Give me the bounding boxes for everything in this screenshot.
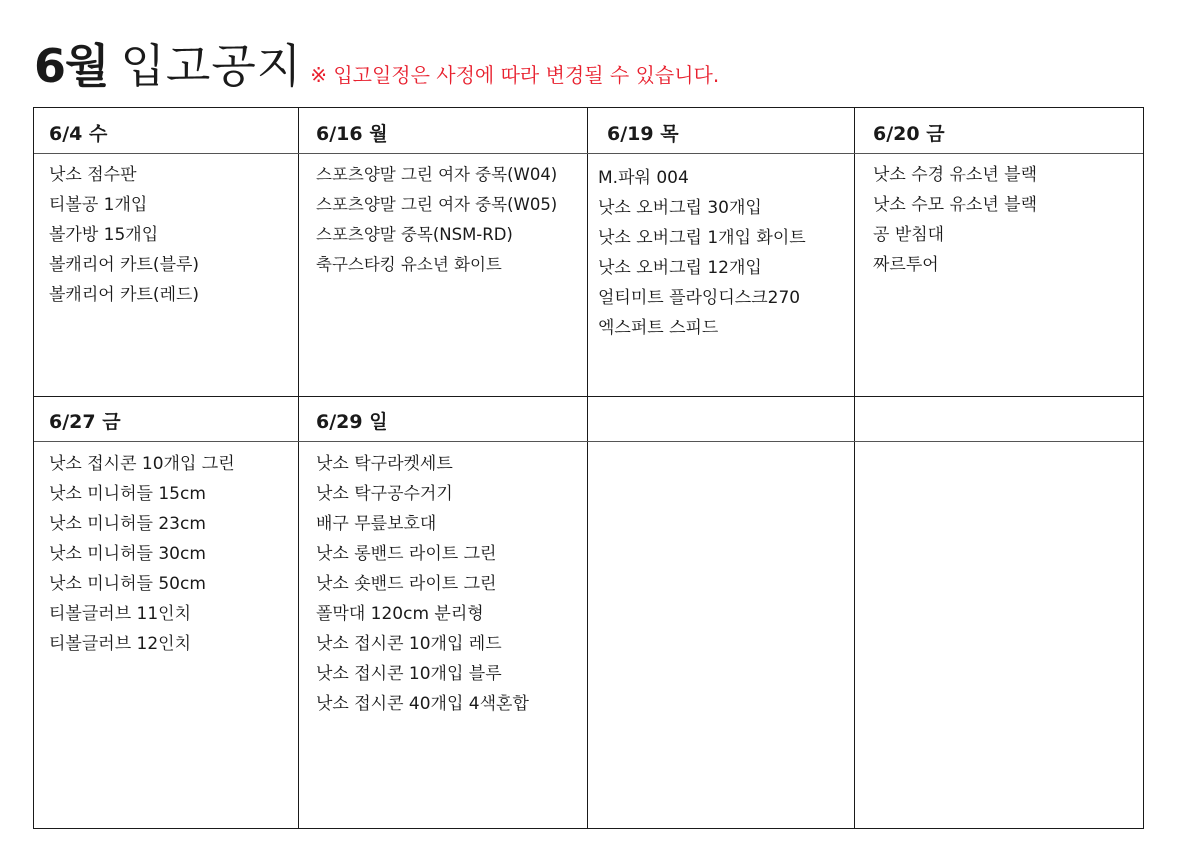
list-item: 낫소 수경 유소년 블랙 <box>873 165 1038 185</box>
column-divider <box>587 108 588 828</box>
list-item: 낫소 탁구라켓세트 <box>316 454 453 474</box>
date-header: 6/29 일 <box>316 411 388 433</box>
item-list <box>316 160 557 280</box>
date-header: 6/4 수 <box>49 123 108 145</box>
column-divider <box>854 108 855 828</box>
list-item: 낫소 접시콘 40개입 4색혼합 <box>316 694 529 714</box>
list-item: 낫소 미니허들 15cm <box>49 484 206 504</box>
list-item: 폴막대 120cm 분리형 <box>316 604 484 624</box>
list-item: 낫소 오버그립 12개입 <box>598 258 762 278</box>
list-item: 낫소 접시콘 10개입 블루 <box>316 664 502 684</box>
page-title: 입고공지 <box>120 39 303 93</box>
list-item: 낫소 접시콘 10개입 레드 <box>316 634 502 654</box>
list-item: 낫소 롱밴드 라이트 그린 <box>316 544 497 564</box>
schedule-notice: ※ 입고일정은 사정에 따라 변경될 수 있습니다. <box>310 63 720 87</box>
list-item: 낫소 수모 유소년 블랙 <box>873 195 1038 215</box>
list-item: 볼가방 15개입 <box>49 225 159 245</box>
list-item: 축구스타킹 유소년 화이트 <box>316 255 502 274</box>
column-divider <box>298 108 299 828</box>
item-list <box>598 163 806 343</box>
row-divider <box>34 396 1143 397</box>
list-item: 스포츠양말 그린 여자 중목(W05) <box>316 195 558 214</box>
list-item: 엑스퍼트 스피드 <box>598 318 719 338</box>
list-item: 공 받침대 <box>873 225 945 245</box>
list-item: 낫소 숏밴드 라이트 그린 <box>316 574 497 594</box>
date-header: 6/20 금 <box>873 123 945 145</box>
list-item: 짜르투어 <box>873 255 939 275</box>
date-header: 6/16 월 <box>316 123 388 145</box>
item-list <box>49 160 199 310</box>
title-month: 6월 <box>34 39 109 93</box>
list-item: 배구 무릎보호대 <box>316 514 437 534</box>
list-item: 낫소 점수판 <box>49 165 137 185</box>
header-divider <box>34 441 1143 442</box>
list-item: 낫소 오버그립 1개입 화이트 <box>598 228 806 248</box>
item-list <box>49 449 235 659</box>
list-item: 스포츠양말 그린 여자 중목(W04) <box>316 165 558 184</box>
item-list <box>316 449 529 719</box>
list-item: 낫소 오버그립 30개입 <box>598 198 762 218</box>
list-item: 티볼공 1개입 <box>49 195 148 215</box>
list-item: 낫소 미니허들 30cm <box>49 544 206 564</box>
list-item: 티볼글러브 11인치 <box>49 604 191 624</box>
list-item: 스포츠양말 중목(NSM-RD) <box>316 225 513 244</box>
schedule-table <box>33 107 1144 829</box>
list-item: 티볼글러브 12인치 <box>49 634 191 654</box>
list-item: 낫소 접시콘 10개입 그린 <box>49 454 235 474</box>
list-item: 얼티미트 플라잉디스크270 <box>598 288 801 308</box>
date-header: 6/27 금 <box>49 411 121 433</box>
list-item: 볼캐리어 카트(레드) <box>49 285 200 305</box>
page-header <box>34 30 719 100</box>
date-header: 6/19 목 <box>607 123 679 145</box>
item-list <box>873 160 1037 280</box>
list-item: 낫소 탁구공수거기 <box>316 484 453 504</box>
list-item: M.파워 004 <box>598 168 689 188</box>
list-item: 볼캐리어 카트(블루) <box>49 255 200 275</box>
list-item: 낫소 미니허들 50cm <box>49 574 206 594</box>
list-item: 낫소 미니허들 23cm <box>49 514 206 534</box>
header-divider <box>34 153 1143 154</box>
